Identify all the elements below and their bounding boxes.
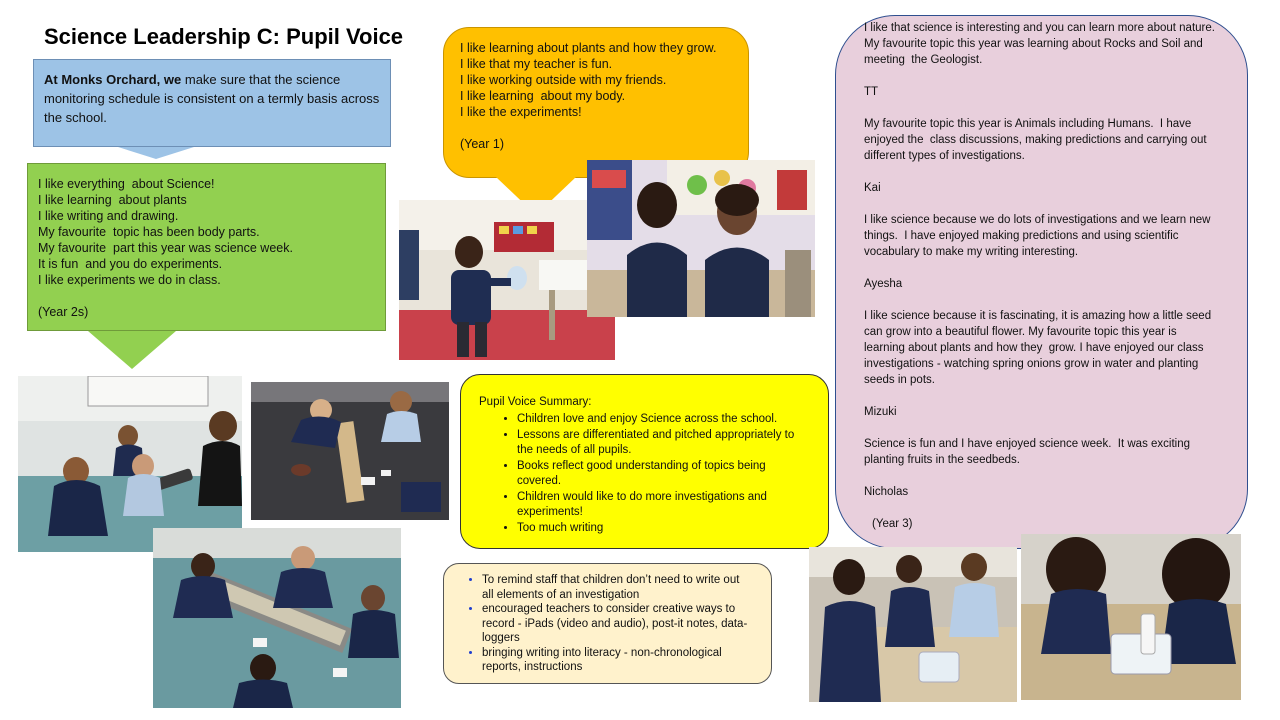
year2-line: It is fun and you do experiments. xyxy=(38,257,223,271)
year3-label: (Year 3) xyxy=(872,518,913,530)
year3-pupil-name: Ayesha xyxy=(864,278,903,290)
year1-callout xyxy=(443,27,749,178)
actions-list xyxy=(462,573,751,675)
photo-group-measuring xyxy=(153,528,401,708)
year2-label: (Year 2s) xyxy=(38,305,89,319)
year2-line: I like everything about Science! xyxy=(38,177,215,191)
year3-quote: I like science because it is fascinating, it is amazing how a little seed can grow into a beautiful flower. My favourite topic this year is learning about plants and how they grow. I have enjoyed our class investigations - watching spring onions grow in water and planting seeds in pots. xyxy=(864,310,1215,386)
year3-quote: I like science because we do lots of investigations and we learn new things. I have enjoyed making predictions and using scientific vocabulary to make my writing interesting. xyxy=(864,214,1214,258)
monitoring-callout-tail xyxy=(118,147,194,159)
year2-line: I like learning about plants xyxy=(38,193,187,207)
summary-item: • Children love and enjoy Science across the school. xyxy=(517,412,810,427)
year1-label: (Year 1) xyxy=(460,137,505,151)
actions-panel xyxy=(443,563,772,684)
year3-panel xyxy=(835,15,1248,549)
summary-list xyxy=(479,412,810,536)
year2-callout xyxy=(27,163,386,331)
year1-line: I like learning about plants and how they grow. xyxy=(460,41,717,55)
photo-classroom-boy xyxy=(399,200,615,360)
photo-water-experiment xyxy=(1021,534,1241,700)
year3-quote: Science is fun and I have enjoyed science week. It was exciting planting fruits in the seedbeds. xyxy=(864,438,1194,466)
year1-line: I like that my teacher is fun. xyxy=(460,57,613,71)
monitoring-text: make sure that the science monitoring schedule is consistent on a termly basis across the school. xyxy=(44,72,380,125)
year3-pupil-name: TT xyxy=(864,86,879,98)
monitoring-callout xyxy=(33,59,391,147)
summary-item: • Children would like to do more investigations and experiments! xyxy=(517,490,810,519)
year1-line: I like working outside with my friends. xyxy=(460,73,667,87)
action-item: • bringing writing into literacy - non-chronological reports, instructions xyxy=(482,646,751,675)
year2-line: I like experiments we do in class. xyxy=(38,273,221,287)
summary-item: • Lessons are differentiated and pitched appropriately to the needs of all pupils. xyxy=(517,428,810,457)
year2-line: My favourite topic has been body parts. xyxy=(38,225,260,239)
summary-item: • Books reflect good understanding of topics being covered. xyxy=(517,459,810,488)
summary-item: • Too much writing xyxy=(517,521,810,536)
year3-quote: I like that science is interesting and you can learn more about nature. My favourite topic this year was learning about Rocks and Soil and meeting the Geologist. xyxy=(864,22,1222,66)
year2-line: I like writing and drawing. xyxy=(38,209,179,223)
year3-pupil-name: Kai xyxy=(864,182,881,194)
year3-pupil-name: Mizuki xyxy=(864,406,897,418)
year2-callout-tail xyxy=(88,331,176,369)
year1-line: I like learning about my body. xyxy=(460,89,626,103)
year1-line: I like the experiments! xyxy=(460,105,582,119)
year2-line: My favourite part this year was science week. xyxy=(38,241,293,255)
action-item: • encouraged teachers to consider creative ways to record - iPads (video and audio), post-it notes, data-loggers xyxy=(482,602,751,646)
summary-panel xyxy=(460,374,829,549)
page-title: Science Leadership C: Pupil Voice xyxy=(44,24,404,49)
photo-two-girls xyxy=(587,160,815,317)
monitoring-school: At Monks Orchard, we xyxy=(44,72,182,87)
photo-table-investigation xyxy=(809,547,1017,702)
year3-quote: My favourite topic this year is Animals including Humans. I have enjoyed the class discussions, making predictions and carrying out different types of investigations. xyxy=(864,118,1210,162)
summary-heading: Pupil Voice Summary: xyxy=(479,396,592,408)
action-item: • To remind staff that children don’t need to write out all elements of an investigation xyxy=(482,573,751,602)
year3-pupil-name: Nicholas xyxy=(864,486,909,498)
photo-floor-teacher xyxy=(18,376,242,552)
photo-ramp-experiment xyxy=(251,382,449,520)
